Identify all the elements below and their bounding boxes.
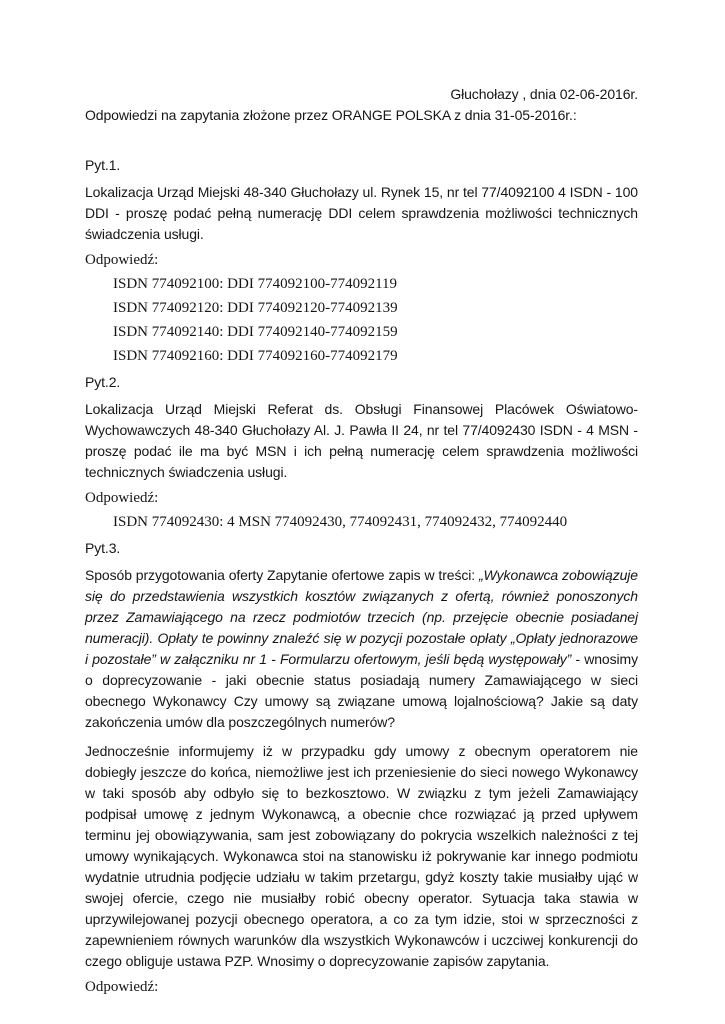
pyt-1-question: Lokalizacja Urząd Miejski 48-340 Głuchołazy ul. Rynek 15, nr tel 77/4092100 4 ISDN - 100 DDI - proszę podać pełną numerację DDI celem sprawdzenia możliwości technicznych świadczenia usługi.: [85, 184, 638, 242]
section-pyt-3: [85, 538, 638, 999]
pyt-3-question-followup: - wnosimy o doprecyzowanie - jaki obecnie status posiadają numery Zamawiającego w sieci obecnego Wykonawcy Czy umowy są związane umową lojalnościową? Jakie są daty zakończenia umów dla poszczególnych numerów?: [85, 651, 638, 730]
section-pyt-1: [85, 155, 638, 368]
pyt-3-question-lead: Sposób przygotowania oferty Zapytanie ofertowe zapis w treści:: [85, 567, 479, 583]
pyt-1-answer-label: Odpowiedź:: [85, 252, 159, 268]
pyt-2-heading: Pyt.2.: [85, 374, 121, 390]
answer-line: ISDN 774092100: DDI 774092100-774092119: [113, 276, 398, 292]
pyt-1-answer-list: [85, 272, 638, 368]
pyt-3-answer-label: Odpowiedź:: [85, 979, 159, 995]
answer-line: ISDN 774092430: 4 MSN 774092430, 774092431, 774092432, 774092440: [113, 514, 568, 530]
document-intro: Odpowiedzi na zapytania złożone przez ORANGE POLSKA z dnia 31-05-2016r.:: [85, 107, 577, 123]
pyt-2-answer-label: Odpowiedź:: [85, 490, 159, 506]
answer-line: ISDN 774092160: DDI 774092160-774092179: [113, 348, 398, 364]
answer-line: ISDN 774092120: DDI 774092120-774092139: [113, 300, 398, 316]
document-date: Głuchołazy , dnia 02-06-2016r.: [450, 86, 638, 102]
pyt-3-question: [85, 565, 638, 733]
pyt-3-commentary: Jednocześnie informujemy iż w przypadku gdy umowy z obecnym operatorem nie dobiegły jeszcze do końca, niemożliwe jest ich przeniesienie do sieci nowego Wykonawcy w taki sposób aby odbyło się to bezkosztowo. W związku z tym jeżeli Zamawiający podpisał umowę z jednym Wykonawcą, a obecnie chce rozwiązać ją przed upływem terminu jej obowiązywania, sam jest zobowiązany do pokrycia wszelkich należności z tej umowy wynikających. Wykonawca stoi na stanowisku iż pokrywanie kar innego podmiotu wydatnie utrudnia podjęcie udziału w takim przetargu, gdyż koszty takie musiałby ująć w swojej ofercie, czego nie musiałby robić obecny operator. Sytuacja taka stawia w uprzywilejowanej pozycji obecnego operatora, a co za tym idzie, stoi w sprzeczności z zapewnieniem równych warunków dla wszystkich Wykonawców i uczciwej konkurencji do czego obliguje ustawa PZP. Wnosimy o doprecyzowanie zapisów zapytania.: [85, 743, 638, 969]
pyt-2-answer-list: [85, 510, 638, 534]
pyt-3-heading: Pyt.3.: [85, 540, 121, 556]
pyt-3-question-quote: „Wykonawca zobowiązuje się do przedstawienia wszystkich kosztów związanych z ofertą, również ponoszonych przez Zamawiającego na rzecz podmiotów trzecich (np. przejęcie obecnie posiadanej numeracji). Opłaty te powinny znaleźć się w pozycji pozostałe opłaty „Opłaty jednorazowe i pozostałe” w załączniku nr 1 - Formularzu ofertowym, jeśli będą występowały”: [85, 567, 638, 667]
answer-line: ISDN 774092140: DDI 774092140-774092159: [113, 324, 398, 340]
section-pyt-2: [85, 372, 638, 534]
pyt-2-question: Lokalizacja Urząd Miejski Referat ds. Obsługi Finansowej Placówek Oświatowo-Wychowawczych 48-340 Głuchołazy Al. J. Pawła II 24, nr tel 77/4092430 ISDN - 4 MSN - proszę podać ile ma być MSN i ich pełną numerację celem sprawdzenia możliwości technicznych świadczenia usługi.: [85, 401, 638, 480]
pyt-1-heading: Pyt.1.: [85, 157, 121, 173]
